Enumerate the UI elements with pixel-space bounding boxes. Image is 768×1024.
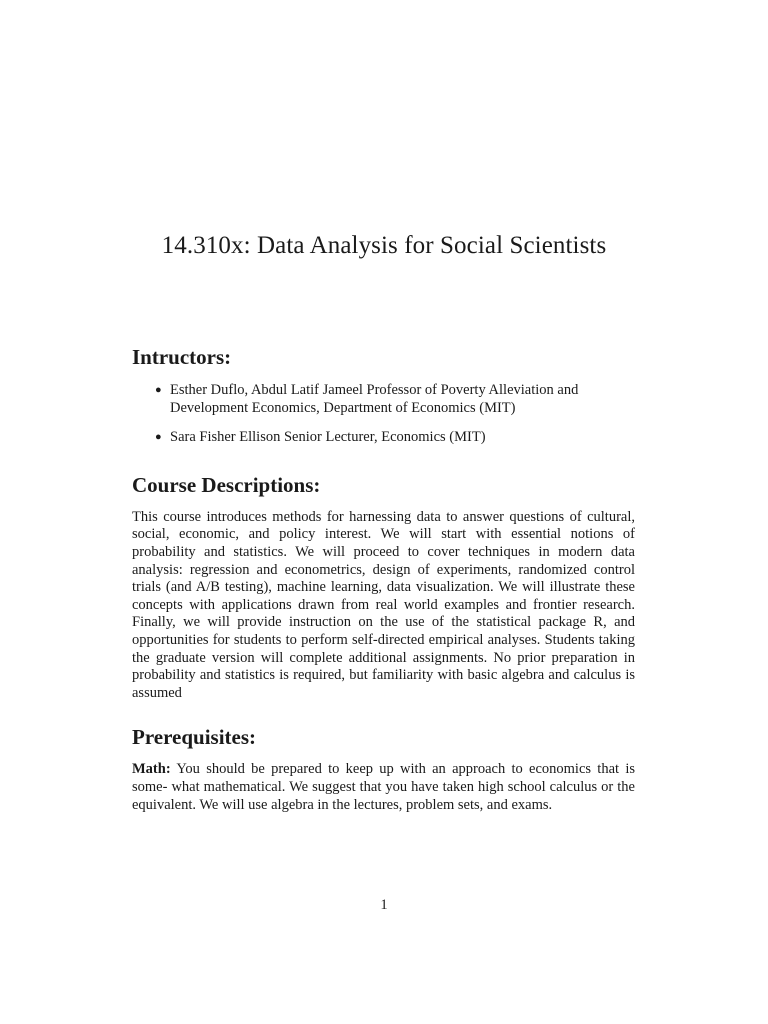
math-prerequisite-text: You should be prepared to keep up with an approach to economics that is some- what mathematical. We suggest that you have taken high school calculus or the equivalent. We will use algebra in the lectures, problem sets, and exams. [132, 761, 635, 813]
instructors-section [132, 343, 635, 447]
instructor-text: Esther Duflo, Abdul Latif Jameel Professor of Poverty Alleviation and Development Economics, Department of Economics (MIT) [170, 382, 579, 416]
instructors-heading: Intructors: [132, 345, 232, 369]
page-number: 1 [380, 897, 388, 913]
document-title: 14.310x: Data Analysis for Social Scientists [161, 232, 607, 259]
instructors-list [132, 382, 635, 447]
bullet-icon: ● [155, 384, 162, 396]
document-body [132, 343, 635, 814]
course-description-text: This course introduces methods for harnessing data to answer questions of cultural, social, economic, and policy interest. We will start with essential notions of probability and statistics. We will proceed to cover techniques in modern data analysis: regression and econometrics, design of experiments, randomized control trials (and A/B testing), machine learning, data visualization. We will illustrate these concepts with applications drawn from real world examples and frontier research. Finally, we will provide instruction on the use of the statistical package R, and opportunities for students to perform self-directed empirical analyses. Students taking the graduate version will complete additional assignments. No prior preparation in probability and statistics is required, but familiarity with basic algebra and calculus is assumed [132, 508, 635, 701]
math-label: Math: [132, 761, 171, 778]
list-item [132, 382, 635, 417]
course-description-heading: Course Descriptions: [132, 472, 321, 497]
math-prerequisite-paragraph [132, 761, 635, 814]
course-description-section [132, 471, 635, 703]
list-item [132, 429, 635, 447]
bullet-icon: ● [155, 431, 162, 444]
instructor-text: Sara Fisher Ellison Senior Lecturer, Economics (MIT) [170, 429, 486, 446]
prerequisites-section [132, 723, 635, 814]
prerequisites-heading: Prerequisites: [132, 725, 257, 750]
